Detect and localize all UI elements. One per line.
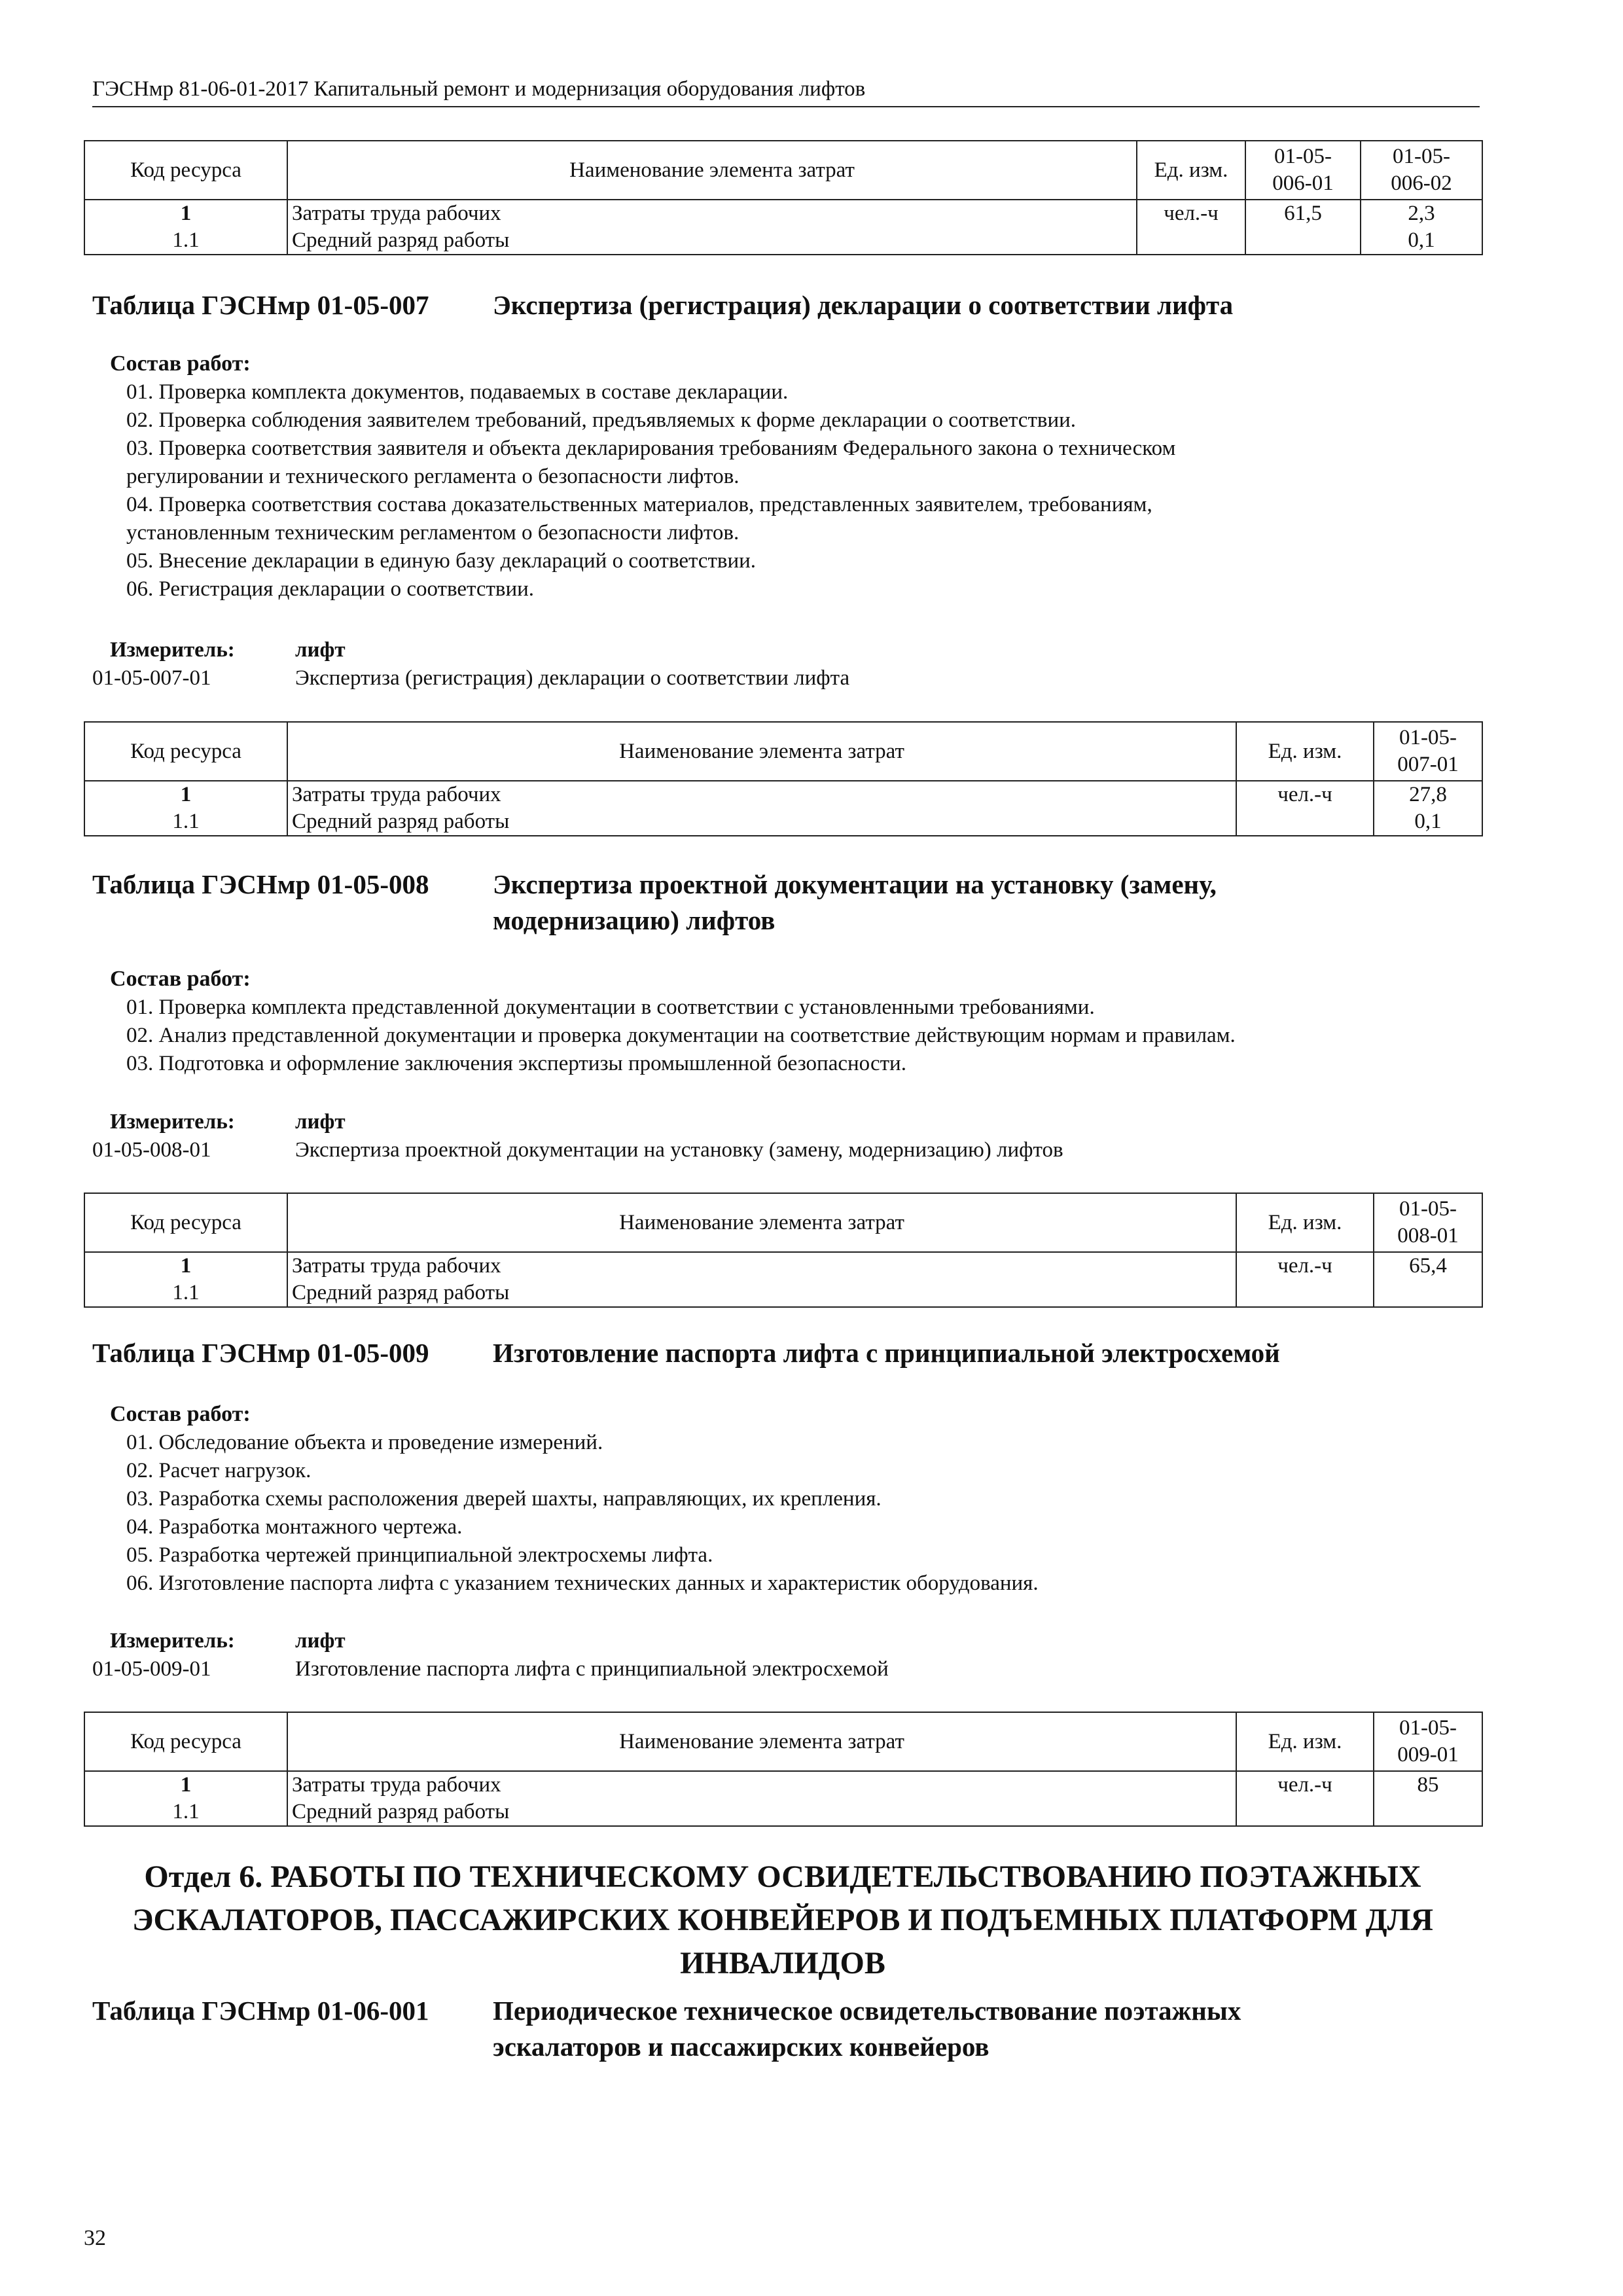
resource-table-008: Код ресурса Наименование элемента затрат Ед. изм. 01-05- 008-01 1 Затраты труда рабочих чел.-ч 65,4 1.1 Средний разряд работы [84, 1193, 1483, 1308]
composition-heading: Состав работ: [110, 351, 251, 376]
table-row: 1 Затраты труда рабочих чел.-ч 27,8 [84, 781, 1482, 808]
col-header-name: Наименование элемента затрат [287, 141, 1137, 200]
table-row: 1 Затраты труда рабочих чел.-ч 65,4 [84, 1252, 1482, 1280]
work-list: 01. Проверка комплекта представленной документации в соответствии с установленными требованиями. 02. Анализ представленной документации и проверка документации на соответствие действующим нормам и правилам. 03. Подготовка и оформление заключения экспертизы промышленной безопасности. [126, 996, 1236, 1075]
meter-block: Измеритель: лифт 01-05-008-01 Экспертиза проектной документации на установку (замену, модернизацию) лифтов [92, 1110, 1063, 1162]
meter-block: Измеритель: лифт 01-05-007-01 Экспертиза (регистрация) декларации о соответствии лифта [92, 638, 850, 690]
section-title: Таблица ГЭСНмр 01-06-001 Периодическое техническое освидетельствование поэтажных эскалаторов и пассажирских конвейеров [92, 1996, 1241, 2062]
table-row: 1.1 Средний разряд работы 0,1 [84, 808, 1482, 836]
meter-block: Измеритель: лифт 01-05-009-01 Изготовление паспорта лифта с принципиальной электросхемой [92, 1629, 889, 1681]
col-header-norm: 01-05- 006-02 [1361, 141, 1482, 200]
table-row: 1 Затраты труда рабочих чел.-ч 61,5 2,3 [84, 200, 1482, 227]
page-number: 32 [84, 2226, 106, 2250]
running-header: ГЭСНмр 81-06-01-2017 Капитальный ремонт и модернизация оборудования лифтов [92, 73, 1480, 107]
col-header-norm: 01-05- 006-01 [1245, 141, 1361, 200]
section-title: Таблица ГЭСНмр 01-05-008 Экспертиза проектной документации на установку (замену, модернизацию) лифтов [92, 869, 1217, 935]
table-row: 1.1 Средний разряд работы [84, 1799, 1482, 1826]
table-row: 1.1 Средний разряд работы [84, 1280, 1482, 1307]
resource-table-006 [84, 140, 1483, 255]
resource-table-009: Код ресурса Наименование элемента затрат Ед. изм. 01-05- 009-01 1 Затраты труда рабочих чел.-ч 85 1.1 Средний разряд работы [84, 1712, 1483, 1827]
work-list: 01. Проверка комплекта документов, подаваемых в составе декларации. 02. Проверка соблюдения заявителем требований, предъявляемых к форме декларации о соответствии. 03. Проверка соответствия заявителя и объекта декларирования требованиям Федерального закона о техническом регулировании и технического регламента о безопасности лифтов. 04. Проверка соответствия состава доказательственных материалов, представленных заявителем, требованиям, установленным техническим регламентом о безопасности лифтов. 05. Внесение декларации в единую базу деклараций о соответствии. 06. Регистрация декларации о соответствии. [126, 380, 1176, 601]
table-row: 1.1 Средний разряд работы 0,1 [84, 227, 1482, 255]
resource-table-007: Код ресурса Наименование элемента затрат Ед. изм. 01-05- 007-01 1 Затраты труда рабочих чел.-ч 27,8 1.1 Средний разряд работы 0,1 [84, 721, 1483, 836]
work-list: 01. Обследование объекта и проведение измерений. 02. Расчет нагрузок. 03. Разработка схемы расположения дверей шахты, направляющих, их крепления. 04. Разработка монтажного чертежа. 05. Разработка чертежей принципиальной электросхемы лифта. 06. Изготовление паспорта лифта с указанием технических данных и характеристик оборудования. [126, 1431, 1039, 1595]
composition-heading: Состав работ: [110, 1402, 251, 1426]
table-row: 1 Затраты труда рабочих чел.-ч 85 [84, 1771, 1482, 1799]
col-header-code: Код ресурса [84, 141, 287, 200]
composition-heading: Состав работ: [110, 967, 251, 991]
section-title: Таблица ГЭСНмр 01-05-007 Экспертиза (регистрация) декларации о соответствии лифта [92, 290, 1234, 320]
department-heading: Отдел 6. РАБОТЫ ПО ТЕХНИЧЕСКОМУ ОСВИДЕТЕЛЬСТВОВАНИЮ ПОЭТАЖНЫХ ЭСКАЛАТОРОВ, ПАССАЖИРСКИХ КОНВЕЙЕРОВ И ПОДЪЕМНЫХ ПЛАТФОРМ ДЛЯ ИНВАЛИДОВ [132, 1859, 1434, 1981]
section-title: Таблица ГЭСНмр 01-05-009 Изготовление паспорта лифта с принципиальной электросхемой [92, 1338, 1280, 1368]
col-header-unit: Ед. изм. [1137, 141, 1245, 200]
